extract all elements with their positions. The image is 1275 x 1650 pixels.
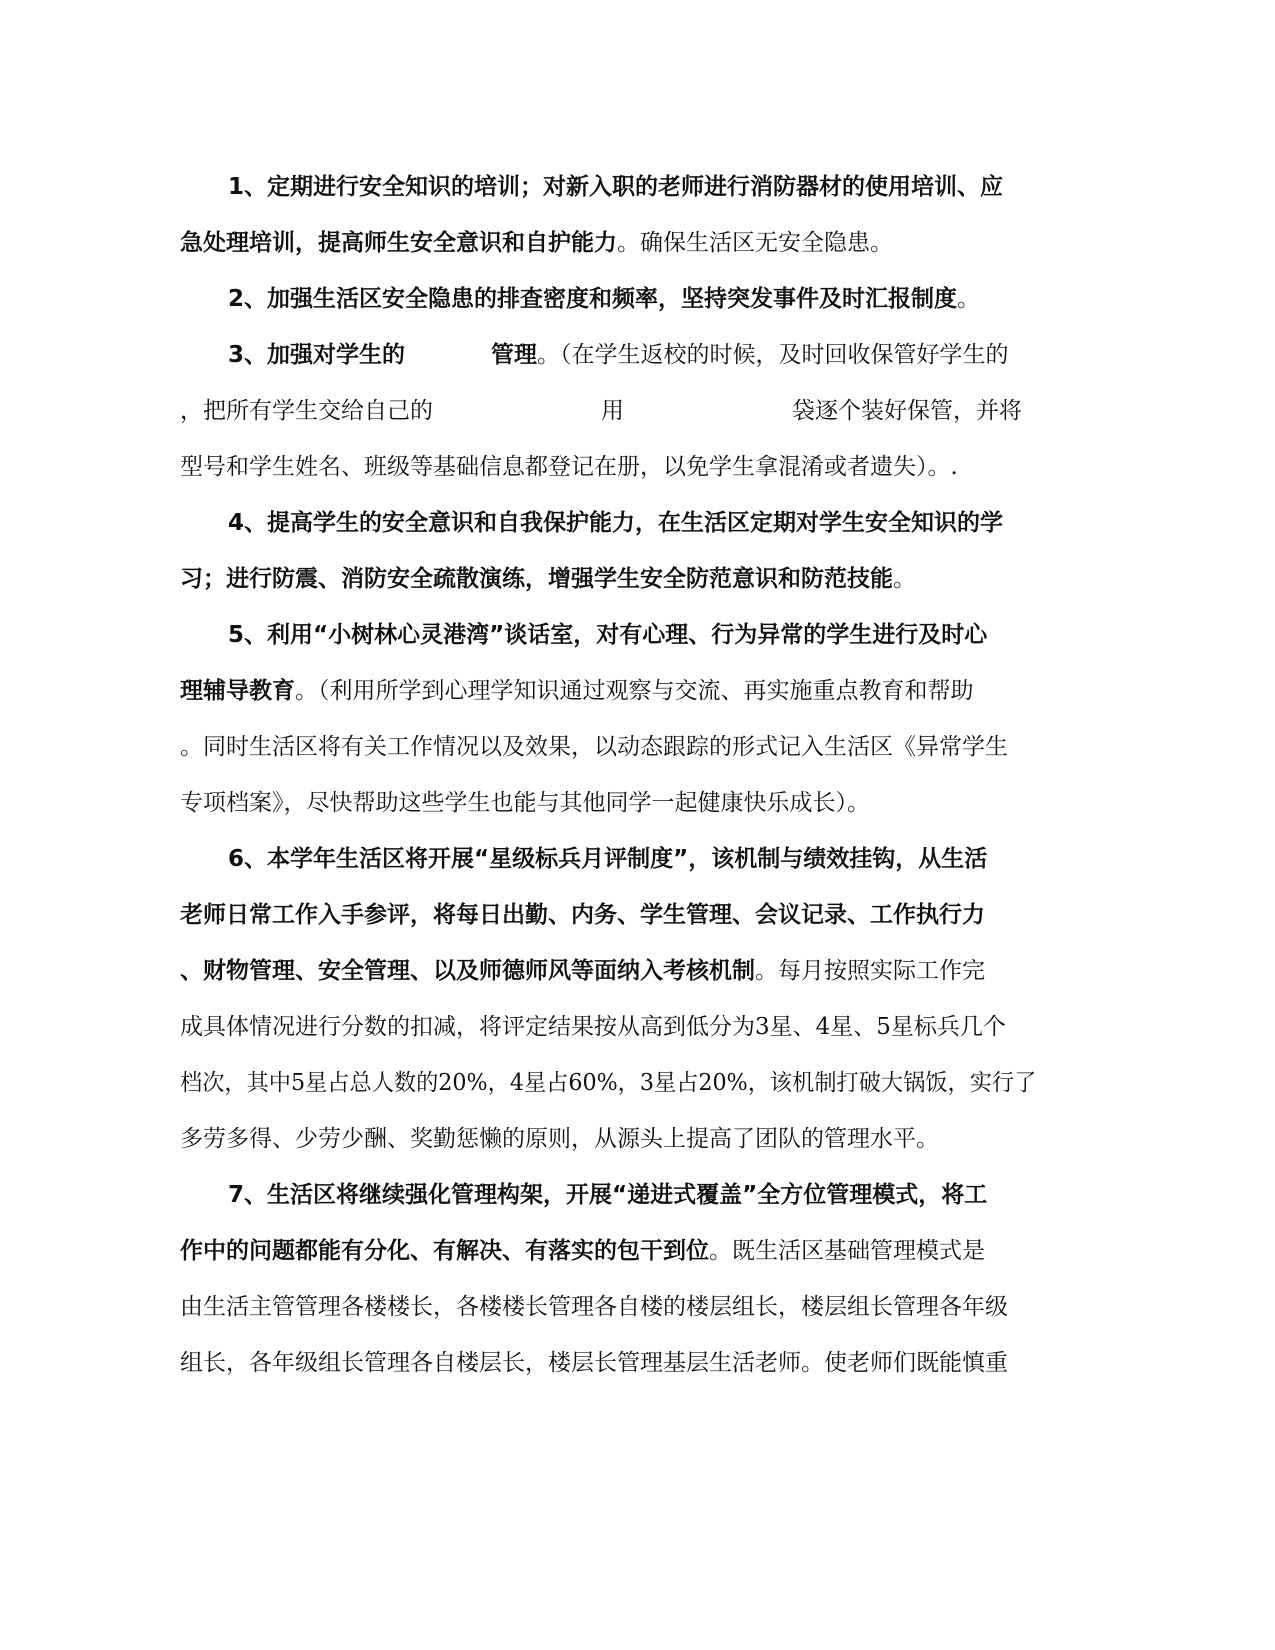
para-7-line-2-rest: 。既生活区基础管理模式是	[709, 1238, 985, 1264]
para-5-line-2-rest: 。（利用所学到心理学知识通过观察与交流、再实施重点教育和帮助	[295, 678, 974, 704]
para-7-line-4: 组长，各年级组长管理各自楼层长，楼层长管理基层生活老师。使老师们既能慎重	[180, 1350, 1008, 1376]
para-3-line-1-bold-a: 3、加强对学生的	[228, 342, 406, 368]
para-4-line-2	[180, 564, 916, 594]
para-6-line-3-bold: 、财物管理、安全管理、以及师德师风等面纳入考核机制	[180, 958, 755, 984]
para-7-line-2-bold: 作中的问题都能有分化、有解决、有落实的包干到位	[180, 1238, 709, 1264]
para-1-line-2-rest: 。确保生活区无安全隐患。	[617, 230, 893, 256]
para-3-line-2-b: 用	[601, 398, 624, 424]
para-7-line-2	[180, 1236, 985, 1266]
para-3-line-2-a: ，把所有学生交给自己的	[180, 398, 433, 424]
para-5-line-2-bold: 理辅导教育	[180, 678, 295, 704]
para-5-line-1: 5、利用“小树林心灵港湾”谈话室，对有心理、行为异常的学生进行及时心	[228, 622, 988, 648]
para-5-line-2	[180, 676, 974, 706]
para-3-line-3: 型号和学生姓名、班级等基础信息都登记在册，以免学生拿混淆或者遗失）。.	[180, 454, 958, 480]
para-2-line-1	[228, 284, 980, 314]
para-6-line-3	[180, 956, 985, 986]
para-6-line-3-rest: 。每月按照实际工作完	[755, 958, 985, 984]
para-4-line-1: 4、提高学生的安全意识和自我保护能力，在生活区定期对学生安全知识的学	[228, 510, 1004, 536]
para-2-line-1-bold: 2、加强生活区安全隐患的排查密度和频率，坚持突发事件及时汇报制度	[228, 286, 958, 312]
para-1-line-1: 1、定期进行安全知识的培训；对新入职的老师进行消防器材的使用培训、应	[228, 174, 1004, 200]
para-1-line-2	[180, 228, 893, 258]
para-5-line-4: 专项档案》，尽快帮助这些学生也能与其他同学一起健康快乐成长）。	[180, 790, 870, 816]
para-3-line-1	[228, 340, 1009, 370]
para-4-line-2-rest: 。	[893, 566, 916, 592]
para-3-line-1-rest: 。（在学生返校的时候，及时回收保管好学生的	[537, 342, 1009, 368]
para-6-line-6: 多劳多得、少劳少酬、奖勤惩懒的原则，从源头上提高了团队的管理水平。	[180, 1126, 939, 1152]
para-3-line-2	[180, 396, 1022, 426]
para-6-line-2: 老师日常工作入手参评，将每日出勤、内务、学生管理、会议记录、工作执行力	[180, 902, 985, 928]
para-7-line-1: 7、生活区将继续强化管理构架，开展“递进式覆盖”全方位管理模式，将工	[228, 1182, 988, 1208]
para-4-line-2-bold: 习；进行防震、消防安全疏散演练，增强学生安全防范意识和防范技能	[180, 566, 893, 592]
para-5-line-3: 。同时生活区将有关工作情况以及效果，以动态跟踪的形式记入生活区《异常学生	[180, 734, 1008, 760]
para-3-line-2-c: 袋逐个装好保管，并将	[792, 398, 1022, 424]
para-2-line-1-rest: 。	[957, 286, 981, 312]
para-3-line-1-bold-b: 管理	[491, 342, 538, 368]
para-7-line-3: 由生活主管管理各楼楼长，各楼楼长管理各自楼的楼层组长，楼层组长管理各年级	[180, 1294, 1008, 1320]
para-6-line-4: 成具体情况进行分数的扣减，将评定结果按从高到低分为3星、4星、5星标兵几个	[180, 1014, 1006, 1040]
para-1-line-2-bold: 急处理培训，提高师生安全意识和自护能力	[180, 230, 617, 256]
para-6-line-5: 档次，其中5星占总人数的20%，4星占60%，3星占20%，该机制打破大锅饭，实行了	[180, 1070, 1037, 1096]
para-6-line-1: 6、本学年生活区将开展“星级标兵月评制度”，该机制与绩效挂钩，从生活	[228, 846, 988, 872]
